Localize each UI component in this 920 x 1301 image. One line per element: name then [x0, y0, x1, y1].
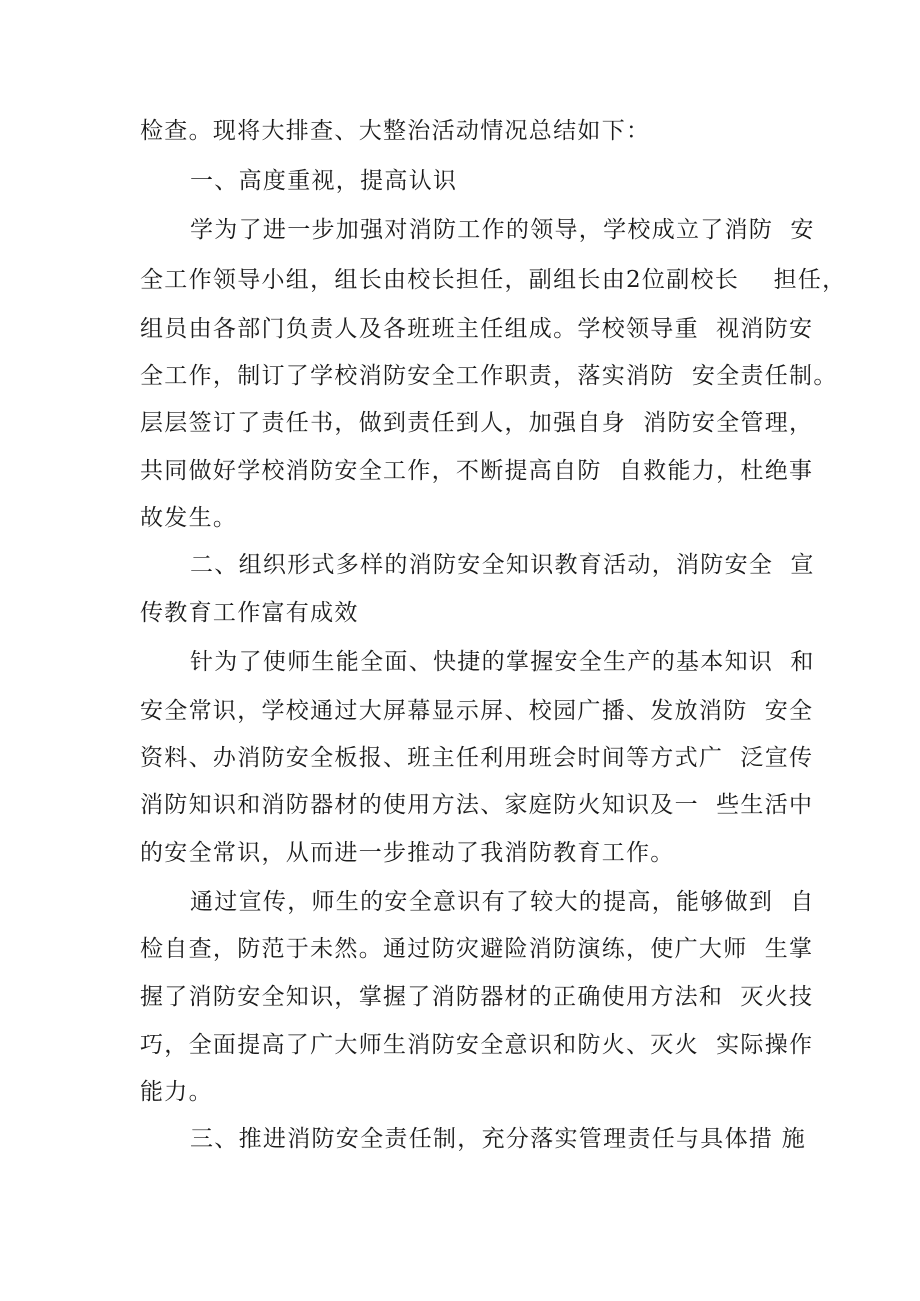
text-line: 共同做好学校消防安全工作，不断提高自防 自救能力，杜绝事 — [140, 458, 814, 484]
text-line: 检自查，防范于未然。通过防灾避险消防演练，使广大师 生掌 — [140, 936, 814, 962]
text-line: 能力。 — [140, 1079, 213, 1105]
text-line: 安全常识，学校通过大屏幕显示屏、校园广播、发放消防 安全 — [140, 698, 814, 724]
section-heading-cont: 传教育工作富有成效 — [140, 600, 359, 626]
text-line: 针为了使师生能全面、快捷的掌握安全生产的基本知识 和 — [190, 649, 815, 675]
text-line: 故发生。 — [140, 505, 238, 531]
text-line: 通过宣传，师生的安全意识有了较大的提高，能够做到 自 — [190, 889, 815, 915]
text-line: 组员由各部门负责人及各班班主任组成。学校领导重 视消防安 — [140, 316, 814, 342]
text-line: 检查。现将大排查、大整治活动情况总结如下： — [140, 118, 651, 144]
text-line: 资料、办消防安全板报、班主任利用班会时间等方式广 泛宣传 — [140, 745, 814, 771]
section-heading: 二、组织形式多样的消防安全知识教育活动，消防安全 宣 — [190, 552, 815, 578]
text-line: 学为了进一步加强对消防工作的领导，学校成立了消防 安 — [190, 217, 815, 243]
text-line: 层层签订了责任书，做到责任到人，加强自身 消防安全管理， — [140, 410, 814, 436]
text-line: 握了消防安全知识，掌握了消防器材的正确使用方法和 灭火技 — [140, 984, 814, 1010]
section-heading: 三、推进消防安全责任制，充分落实管理责任与具体措 施 — [190, 1126, 807, 1152]
text-line: 消防知识和消防器材的使用方法、家庭防火知识及一 些生活中 — [140, 792, 814, 818]
section-heading: 一、高度重视，提高认识 — [190, 168, 458, 194]
text-line: 全工作领导小组，组长由校长担任，副组长由2位副校长 担任， — [140, 267, 847, 293]
text-line: 巧，全面提高了广大师生消防安全意识和防火、灭火 实际操作 — [140, 1032, 814, 1058]
text-line: 的安全常识，从而进一步推动了我消防教育工作。 — [140, 840, 675, 866]
text-line: 全工作，制订了学校消防安全工作职责，落实消防 安全责任制。 — [140, 363, 838, 389]
